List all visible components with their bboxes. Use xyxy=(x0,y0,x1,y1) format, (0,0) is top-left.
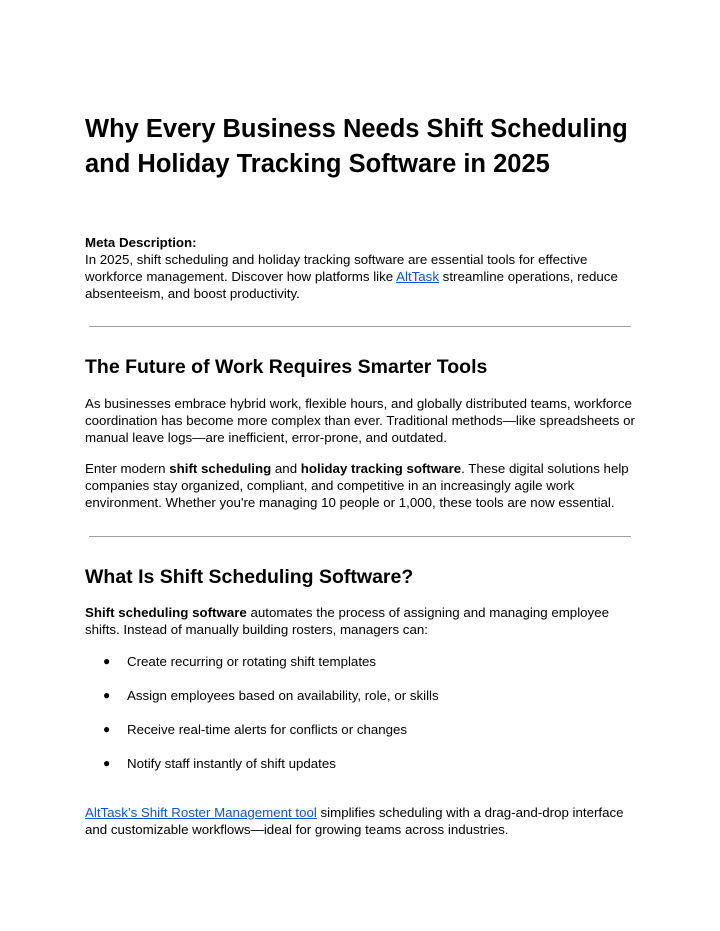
meta-text xyxy=(85,251,645,302)
list-item xyxy=(103,755,336,772)
meta-text-before: In 2025, shift scheduling and holiday tracking software are essential tools for effective workforce management. Discover how platforms like xyxy=(85,252,588,284)
section-heading-future: The Future of Work Requires Smarter Tools xyxy=(85,356,488,378)
list-item-text: Assign employees based on availability, role, or skills xyxy=(127,688,439,703)
bold-term: holiday tracking software xyxy=(300,461,462,476)
bullet-icon: ● xyxy=(103,756,111,770)
bullet-icon: ● xyxy=(103,722,111,736)
alttask-link[interactable]: AltTask xyxy=(396,269,439,284)
paragraph-future-intro: As businesses embrace hybrid work, flexible hours, and globally distributed teams, workforce coordination has become more complex than ever. Traditional methods—like spreadsheets or manual leave logs—are inefficient, error-prone, and outdated. xyxy=(85,396,635,445)
bold-term: shift scheduling xyxy=(169,461,272,476)
list-item-text: Receive real-time alerts for conflicts or changes xyxy=(127,722,408,737)
text-span: . These digital solutions help companies stay organized, compliant, and competitive in an increasingly agile work environment. Whether you're managing 10 people or 1,000, these tools are now essential. xyxy=(85,461,629,510)
list-item xyxy=(103,721,407,738)
meta-description xyxy=(85,234,645,302)
paragraph-enter-modern xyxy=(85,460,645,511)
text-span: simplifies scheduling with a drag-and-drop interface and customizable workflows—ideal for growing teams across industries. xyxy=(85,805,624,837)
meta-text-after: streamline operations, reduce absenteeism, and boost productivity. xyxy=(85,269,618,301)
list-item xyxy=(103,687,439,704)
divider xyxy=(89,326,631,327)
shift-roster-link[interactable]: AltTask’s Shift Roster Management tool xyxy=(85,805,317,820)
paragraph-alttask-roster xyxy=(85,804,645,838)
section-heading-what-is: What Is Shift Scheduling Software? xyxy=(85,566,414,588)
divider xyxy=(89,536,631,537)
text-span: Enter modern xyxy=(85,461,170,476)
bold-term: Shift scheduling software xyxy=(85,605,247,620)
text-span: automates the process of assigning and managing employee shifts. Instead of manually building rosters, managers can: xyxy=(85,605,609,637)
list-item xyxy=(103,653,376,670)
meta-label: Meta Description: xyxy=(85,235,197,250)
list-item-text: Notify staff instantly of shift updates xyxy=(127,756,336,771)
text-span: and xyxy=(271,461,301,476)
page-title: Why Every Business Needs Shift Scheduling and Holiday Tracking Software in 2025 xyxy=(85,115,628,178)
list-item-text: Create recurring or rotating shift templates xyxy=(127,654,377,669)
bullet-icon: ● xyxy=(103,688,111,702)
bullet-icon: ● xyxy=(103,654,111,668)
paragraph-what-is-intro xyxy=(85,604,645,638)
